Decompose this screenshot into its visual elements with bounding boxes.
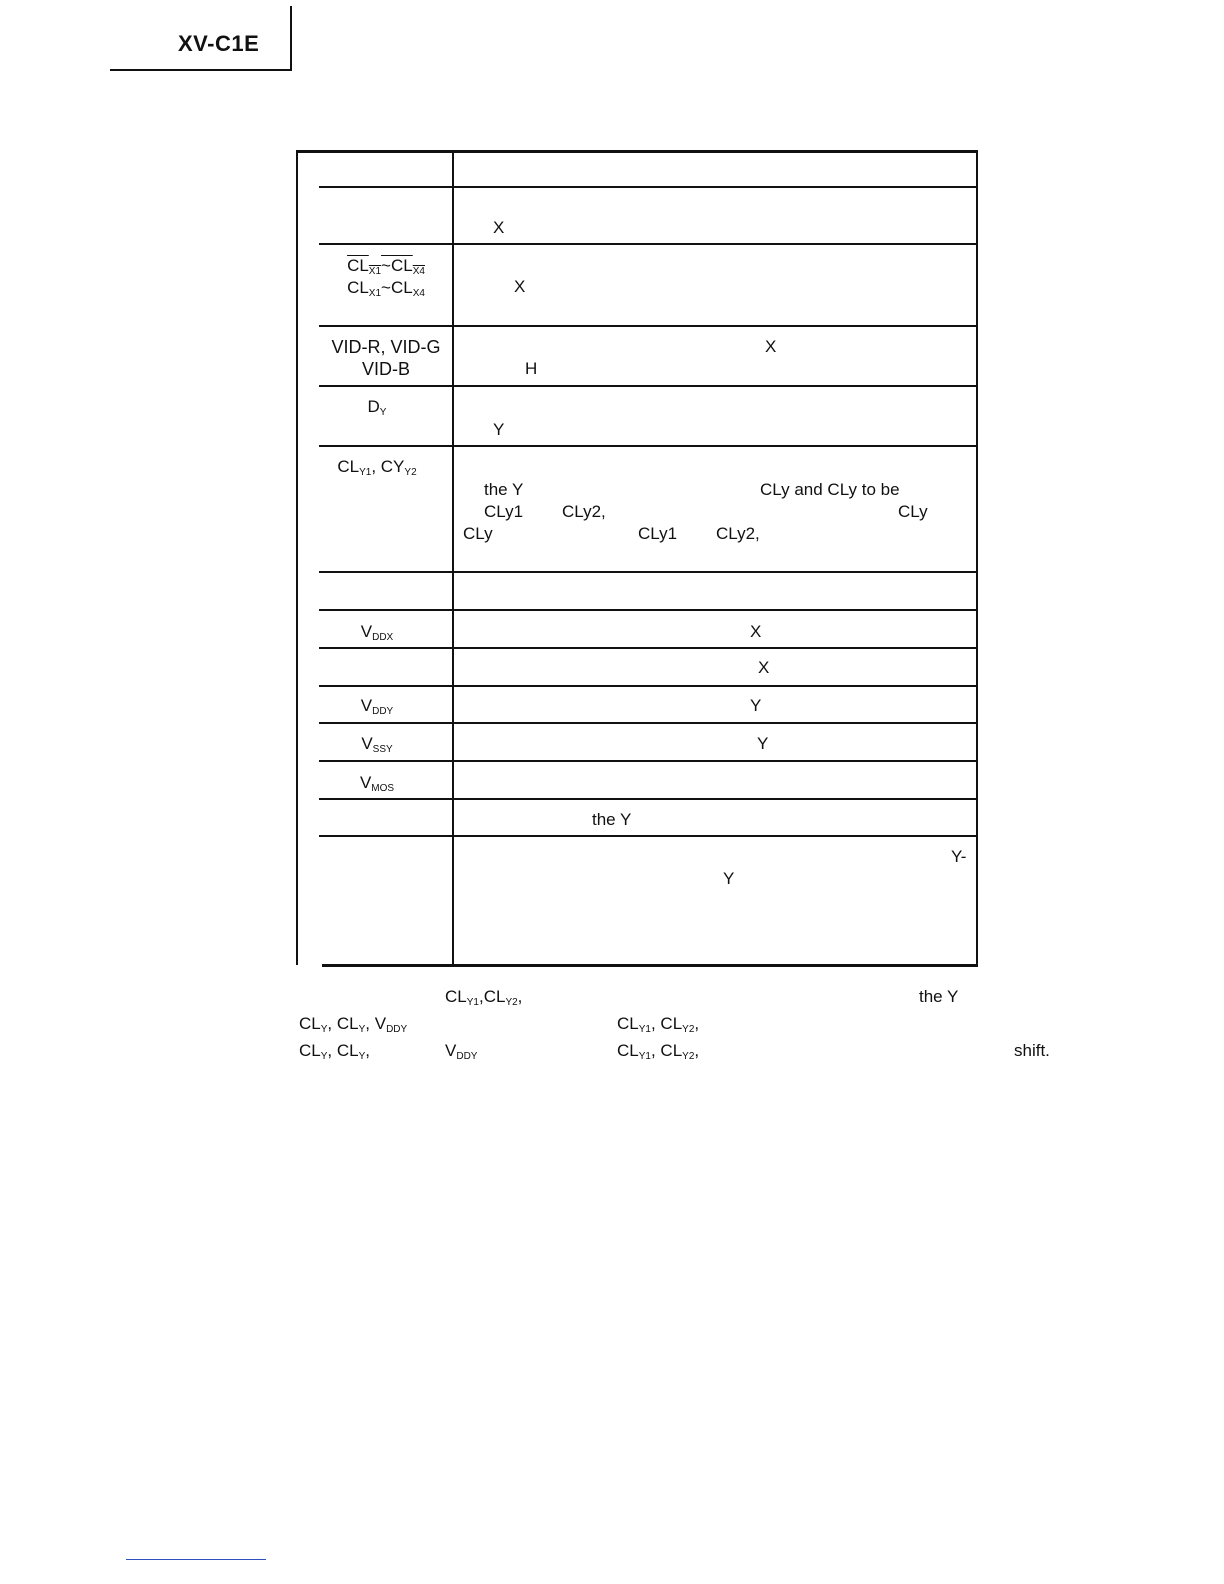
row5-desc-frag: CLy	[898, 502, 928, 521]
table-top-border	[296, 150, 978, 153]
row10-desc: Y	[757, 734, 769, 753]
note-line1-a: $CL_{Y1},CL_{Y2}$,	[445, 987, 523, 1008]
row5-desc-frag: CLy	[463, 524, 493, 543]
row11-pin: $V_{MOS}$	[359, 773, 395, 794]
row5-desc-frag: CLy2,	[562, 502, 606, 521]
row-divider	[319, 571, 978, 573]
row-divider	[319, 835, 978, 837]
row4-desc: Y	[493, 420, 505, 439]
row12-desc: the Y	[592, 810, 632, 829]
note-line3-b: $V_{DDY}$	[445, 1041, 478, 1062]
header-rule	[110, 69, 292, 71]
row9-desc: Y	[750, 696, 762, 715]
row2-desc: X	[514, 277, 526, 296]
row1-desc: X	[493, 218, 505, 237]
row5-desc-frag: CLy1	[484, 502, 524, 521]
row5-desc-frag: CLy and CLy to be	[760, 480, 900, 499]
row5-pin: $CL_{Y1}$, $CY_{Y2}$	[337, 457, 417, 478]
footer-rule	[126, 1559, 266, 1560]
row3-desc-x: X	[765, 337, 777, 356]
row-divider	[319, 445, 978, 447]
table-right-border	[976, 150, 978, 967]
row4-pin: $D_Y$	[367, 397, 387, 418]
row3-pin-line1: VID-R, VID-G	[331, 337, 441, 357]
row5-desc-frag: CLy1	[638, 524, 678, 543]
row10-pin: $V_{SSY}$	[361, 734, 393, 755]
row3-desc-h: H	[525, 359, 538, 378]
note-line1-b: the Y	[919, 987, 959, 1006]
row3-pin-line2: VID-B	[361, 359, 410, 379]
row7-pin: $V_{DDX}$	[360, 622, 394, 643]
row-divider	[319, 385, 978, 387]
row13-desc-frag: Y	[723, 869, 735, 888]
row8-desc: X	[758, 658, 770, 677]
row13-desc-frag: Y-	[951, 847, 967, 866]
row5-desc-frag: the Y	[484, 480, 524, 499]
row-divider	[319, 685, 978, 687]
note-line2-b: $CL_{Y1}$, $CL_{Y2}$,	[617, 1014, 700, 1035]
row7-desc: X	[750, 622, 762, 641]
note-line3-d: shift.	[1014, 1041, 1050, 1060]
row-divider	[319, 325, 978, 327]
table-bottom-border	[322, 964, 978, 967]
row5-desc-frag: CLy2,	[716, 524, 760, 543]
row-divider	[319, 243, 978, 245]
row2-pin-line2: $CL_{X1}\sim CL_{X4}$	[347, 278, 425, 299]
header-divider	[290, 6, 292, 71]
note-line3-a: $CL_Y$, $CL_Y$,	[299, 1041, 370, 1062]
row2-pin-line1-text: $CL_{X1}\sim CL_{X4}$	[347, 256, 425, 277]
note-line2-a: $CL_Y$, $CL_Y$, $V_{DDY}$	[299, 1014, 408, 1035]
table-left-border	[296, 150, 298, 965]
row9-pin: $V_{DDY}$	[360, 696, 394, 717]
note-line3-c: $CL_{Y1}$, $CL_{Y2}$,	[617, 1041, 700, 1062]
model-number: XV-C1E	[178, 31, 260, 56]
row-divider	[319, 609, 978, 611]
table-header-rule	[319, 186, 978, 188]
